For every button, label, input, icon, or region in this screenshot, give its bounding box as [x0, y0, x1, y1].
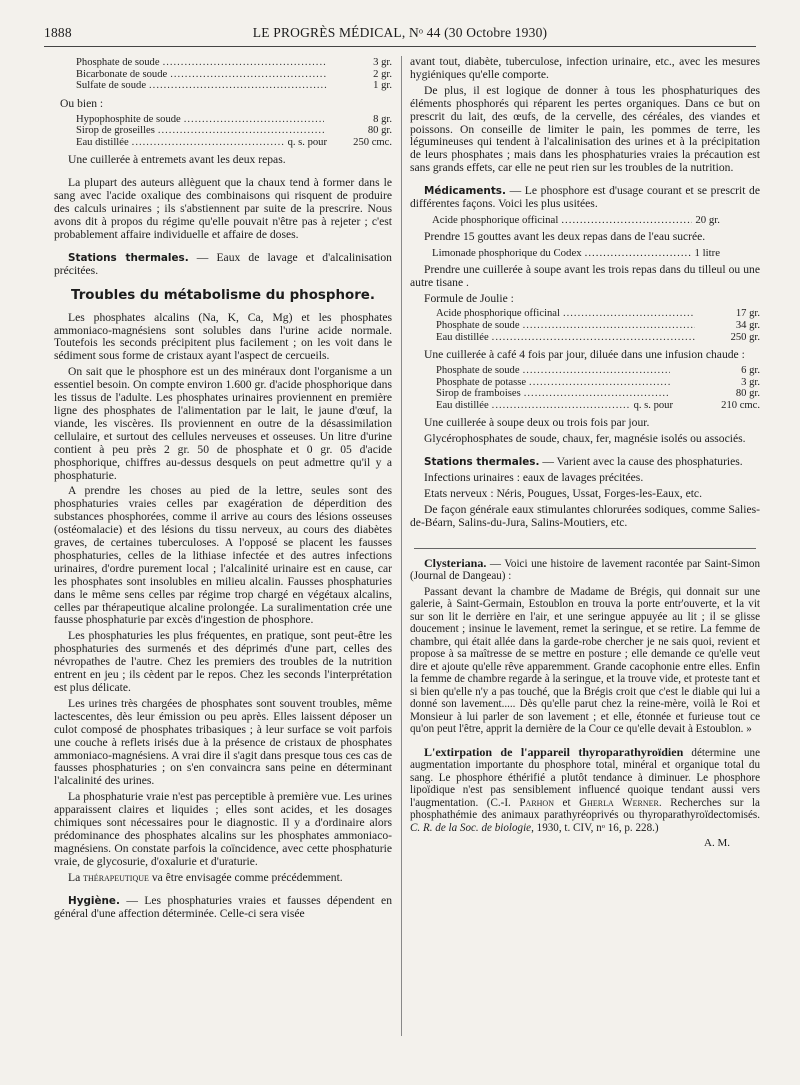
clysteriana-article: [410, 557, 760, 850]
right-column: [410, 56, 760, 850]
paragraph: On sait que le phosphore est un des minéraux dont l'organisme a un essentiel besoin. On compte environ 1.600 gr. d'acide phosphorique dans les tissus de l'adulte. Les phosphates urinaires proviennent en première ligne des phosphates de l'alimentation par le lait, le jaune d'œuf, la viande, les viscères. Ils proviennent en outre de la désassimilation cellulaire, et surtout des cellules nerveuses et osseuses. Un litre d'urine contient à peu près 2 gr. 50 de phosphate et 0 gr. 05 d'acide phosphorique, chiffres au-dessus desquels on peut admettre qu'il y a phosphaturie.: [54, 365, 392, 482]
paragraph: De façon générale eaux stimulantes chlorurées sodiques, comme Salies-de-Béarn, Salins-du-Jura, Salins-Moutiers, etc.: [410, 503, 760, 529]
ou-bien: Ou bien :: [60, 96, 104, 110]
subheading: Hygiène.: [68, 894, 120, 907]
page-header: [44, 22, 756, 44]
paragraph: Etats nerveux : Néris, Pougues, Ussat, Forges-les-Eaux, etc.: [424, 487, 702, 501]
formule-joulie-label: Formule de Joulie :: [424, 291, 514, 305]
subheading: Stations thermales.: [68, 251, 189, 264]
paragraph: Prendre 15 gouttes avant les deux repas dans de l'eau sucrée.: [424, 229, 706, 243]
prescription-line: Phosphate de soude ..... 34 gr.: [436, 320, 760, 332]
running-title: LE PROGRÈS MÉDICAL, Nᵒ 44 (30 Octobre 1930): [252, 25, 548, 40]
paragraph: L'extirpation de l'appareil thyroparathyroïdien détermine une augmentation importante du phosphore total, minéral et organique total du sang. Le phosphore éthérifié a plutôt tendance à diminuer. Le phosphore lipoïdique n'est pas sensiblement influencé quoique tendant aussi vers l'augmentation. (C.-I. Parhon et Gherla Werner. Recherches sur la phosphathémie des animaux parathyréoprivés ou thyroparathyroïdectomisés. C. R. de la Soc. de biologie, 1930, t. CIV, nᵒ 16, p. 228.): [410, 744, 760, 834]
paragraph: avant tout, diabète, tuberculose, infection urinaire, etc., avec les mesures hygiéniques qu'elle comporte.: [410, 55, 760, 81]
header-rule: [44, 46, 756, 47]
prescription-line: Bicarbonate de soude ..... 2 gr.: [76, 69, 392, 81]
paragraph: La plupart des auteurs allèguent que la chaux tend à former dans le sang avec l'acide oxalique des combinaisons qui risquent de produire des calculs urinaires ; ils s'abstiennent par suite de la prescrire. Nous avons dit à propos du régime qu'elle pouvait n'être pas à rejeter ; c'est probablement affaire individuelle et affaire de doses.: [54, 176, 392, 241]
subheading: Médicaments.: [424, 185, 506, 198]
page-number: 1888: [44, 25, 72, 40]
prescription-acide: Acide phosphorique officinal ..... 20 gr.: [432, 214, 760, 227]
paragraph: Prendre une cuillerée à soupe avant les trois repas dans du tilleul ou une autre tisane .: [410, 262, 760, 289]
paragraph: Passant devant la chambre de Madame de Brégis, qui donnait sur une galerie, à Saint-Germain, Estoublon en trouva la porte entr'ouverte, et la vit sur son lit le derrière en l'air, et une seringue appuyée au lit ; il se glisse doucement ; insinue le lavement, remet la seringue, et se retire. La femme de chambre, qui était allée dans la garde-robe chercher je ne sais quoi, revient et propose à sa maîtresse de se mettre en posture ; elle demande ce qu'elle veut dire et ajoute qu'elle rêve apparemment. Grande cacophonie entre elles. Enfin la femme de chambre regarde à la seringue, et la trouve vide, et proteste tant et si bien qu'elle n'y a pas touché, que la Brégis croit que c'est le diable qui lui a donné son lavement..... Dès qu'elle parut chez la reine-mère, voilà le Roi et Monsieur à lui parler de son lavement ; et elle, étonnée et furieuse tout ce qu'on peut l'être, apprit la dernière de la Cour ce qu'elle devait à Estoublon. »: [410, 585, 760, 736]
article-heading: Clysteriana.: [424, 555, 487, 570]
paragraph: Les phosphates alcalins (Na, K, Ca, Mg) et les phosphates ammoniaco-magnésiens sont solubles dans l'urine acide normale. Toutefois les seconds précipitent plus facilement ; on les voit dans le sédiment sous forme de cristaux ayant l'aspect de cercueils.: [54, 310, 392, 363]
medicaments-paragraph: Médicaments. — Le phosphore est d'usage courant et se prescrit de différentes façons. Voici les plus usitées.: [410, 184, 760, 211]
column-divider: [401, 56, 402, 1036]
paragraph: Glycérophosphates de soude, chaux, fer, magnésie isolés ou associés.: [424, 432, 746, 446]
prescription-line: Phosphate de soude ..... 3 gr.: [76, 57, 392, 69]
section-separator: [414, 548, 756, 549]
prescription-line: Sulfate de soude ..... 1 gr.: [76, 80, 392, 92]
hygiene-paragraph: Hygiène. — Les phosphaturies vraies et fausses dépendent en général d'une affection déterminée. Celle-ci sera visée: [54, 893, 392, 920]
signature: A. M.: [704, 837, 730, 850]
subheading: Stations thermales.: [424, 456, 540, 469]
paragraph: A prendre les choses au pied de la lettre, seules sont des phosphaturies vraies celles par exagération de déperdition des substances phosphorées, comme il arrive au cours des lésions osseuses (ostéomalacie) et des lésions du tissu nerveux, au cours des diabètes graves, de certaines tuberculoses. A l'opposé se placent les fausses phosphaturies, celles de la lithiase infectée et des autres infections urinaires, d'ordre purement local ; l'alcalinité urinaire est en cause, car les phosphates sont insolubles en milieu alcalin. Fausses phosphaturies dans le même sens celles par régime trop chargé en végétaux alcalins, celles par thérapeutique alcaline prolongée. La suralimentation crée une fausse phosphaturie par excès d'ingestion de phosphore.: [54, 484, 392, 627]
prescription-line: Eau distillée ..... 250 gr.: [436, 332, 760, 344]
prescription-hypophosphite: [76, 114, 392, 149]
paragraph: De plus, il est logique de donner à tous les phosphaturiques des éléments phosphorés qui réparent les pertes organiques. Dans ce but on prescrit du lait, des œufs, de la cervelle, des céréales, des viandes et poissons. On conseille de limiter le pain, les pommes de terre, les légumineuses qui tendent à l'alcalinisation des urines et à la précipitation de leurs phosphates ; mais dans les phosphaturies vraies la précaution est sans grands effets, car elle ne peut rien sur les troubles de la nutrition.: [410, 83, 760, 175]
prescription-joulie: [436, 308, 760, 343]
prescription-line: Acide phosphorique officinal ..... 17 gr.: [436, 308, 760, 320]
paragraph: La phosphaturie vraie n'est pas perceptible à première vue. Les urines apparaissent claires et liquides ; elles sont acides, et les dosages chimiques sont nécessaires pour le diagnostic. Il y a d'ordinaire alors prédominance des phosphates alcalins sur les phosphates ammoniaco-magnésiens. On constate parfois la coïncidence, avec cette phosphaturie vraie, de glycosurie, d'oxalurie et d'uraturie.: [54, 790, 392, 868]
prescription-line: Sirop de framboises ..... 80 gr.: [436, 388, 760, 400]
prescription-limonade: Limonade phosphorique du Codex ..... 1 litre: [432, 247, 760, 260]
left-column: [54, 56, 392, 923]
prescription-line: Eau distillée ..... q. s. pour 250 cmc.: [76, 137, 392, 149]
paragraph: Une cuillerée à soupe deux ou trois fois par jour.: [424, 416, 650, 430]
prescription-line: Eau distillée ..... q. s. pour 210 cmc.: [436, 400, 760, 412]
article-heading: L'extirpation de l'appareil thyroparathyroïdien: [424, 744, 684, 759]
prescription-line: Phosphate de soude ..... 6 gr.: [436, 365, 760, 377]
paragraph: Les phosphaturies les plus fréquentes, en pratique, sont peut-être les phosphaturies des surmenés et des déprimés d'une part, celles des névropathes de l'autre. Chez les premiers des troubles de la nutrition entrent en jeu ; ils cèdent par le repos. Chez les seconds l'interprétation est plus délicate.: [54, 629, 392, 694]
prescription-line: Hypophosphite de soude ..... 8 gr.: [76, 114, 392, 126]
prescription-sodium: [76, 57, 392, 92]
paragraph: Une cuillerée à entremets avant les deux repas.: [68, 153, 286, 167]
paragraph: Clysteriana. — Voici une histoire de lavement racontée par Saint-Simon (Journal de Dangeau) :: [410, 555, 760, 583]
prescription-infusion: [436, 365, 760, 411]
paragraph: Infections urinaires : eaux de lavages précitées.: [424, 471, 644, 485]
paragraph: Une cuillerée à café 4 fois par jour, diluée dans une infusion chaude :: [424, 348, 745, 362]
paragraph: Les urines très chargées de phosphates sont souvent troubles, même lactescentes, dès leur émission ou peu après. Elles laissent déposer un culot composé de phosphates tribasiques ; à leur surface se voit parfois une couche à reflets irisés due à la présence de cristaux de phosphates ammoniaco-magnésiens. A vrai dire il s'agit dans presque tous ces cas de fausses phosphaturies ; on s'en convaincra sans peine en déterminant l'alcalinité des urines.: [54, 696, 392, 788]
stations-thermales-paragraph: Stations thermales. — Eaux de lavage et d'alcalinisation précitées.: [54, 250, 392, 277]
prescription-line: Sirop de groseilles ..... 80 gr.: [76, 125, 392, 137]
paragraph: La thérapeutique va être envisagée comme précédemment.: [68, 870, 343, 884]
section-title: Troubles du métabolisme du phosphore.: [71, 287, 375, 303]
stations-thermales-paragraph: Stations thermales. — Varient avec la cause des phosphaturies.: [424, 455, 743, 469]
prescription-line: Phosphate de potasse ..... 3 gr.: [436, 377, 760, 389]
